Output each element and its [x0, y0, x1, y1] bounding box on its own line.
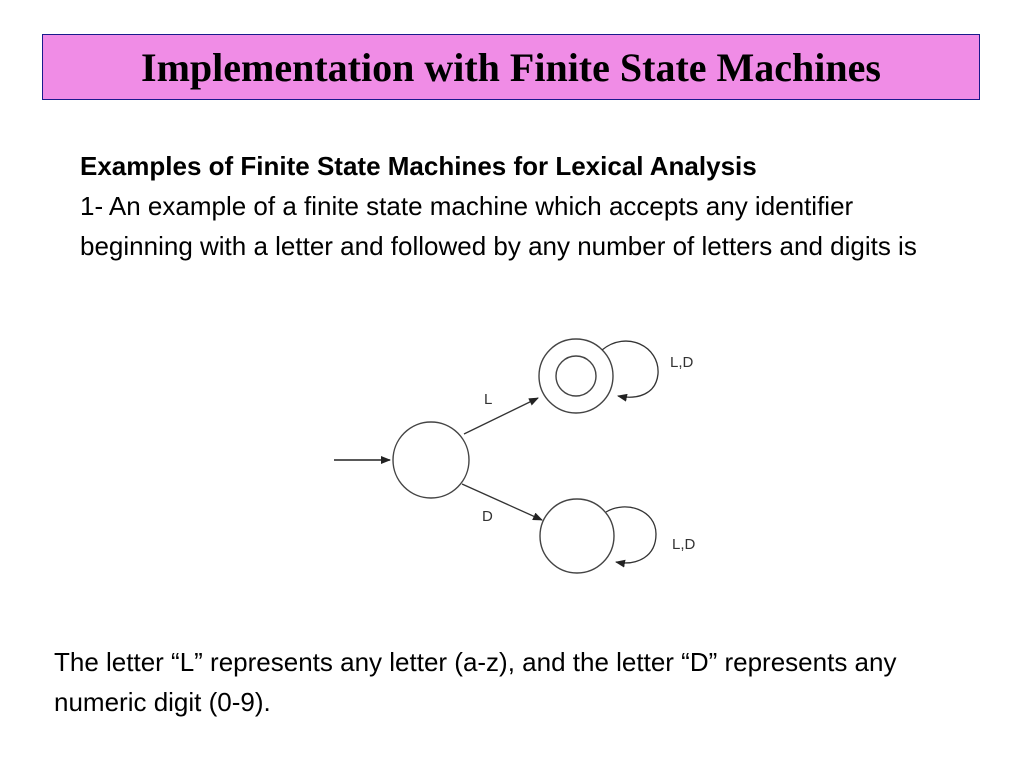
label-loop-accept: L,D	[670, 354, 694, 371]
transition-D	[462, 484, 542, 520]
dead-state	[540, 499, 614, 573]
accept-state-outer	[539, 339, 613, 413]
title-banner	[42, 34, 980, 100]
section-heading: Examples of Finite State Machines for Lexical Analysis	[80, 151, 757, 181]
description-paragraph: 1- An example of a finite state machine which accepts any identifier beginning with a letter and followed by any number of letters and digits is	[80, 191, 917, 261]
start-state	[393, 422, 469, 498]
fsm-diagram	[320, 330, 720, 590]
slide-title: Implementation with Finite State Machines	[141, 44, 881, 90]
transition-L	[464, 398, 538, 434]
footer-explanation: The letter “L” represents any letter (a-z), and the letter “D” represents any numeric digit (0-9).	[54, 647, 897, 717]
label-L: L	[484, 391, 493, 408]
label-D: D	[482, 508, 493, 525]
body-text	[80, 146, 980, 266]
label-loop-dead: L,D	[672, 536, 696, 553]
